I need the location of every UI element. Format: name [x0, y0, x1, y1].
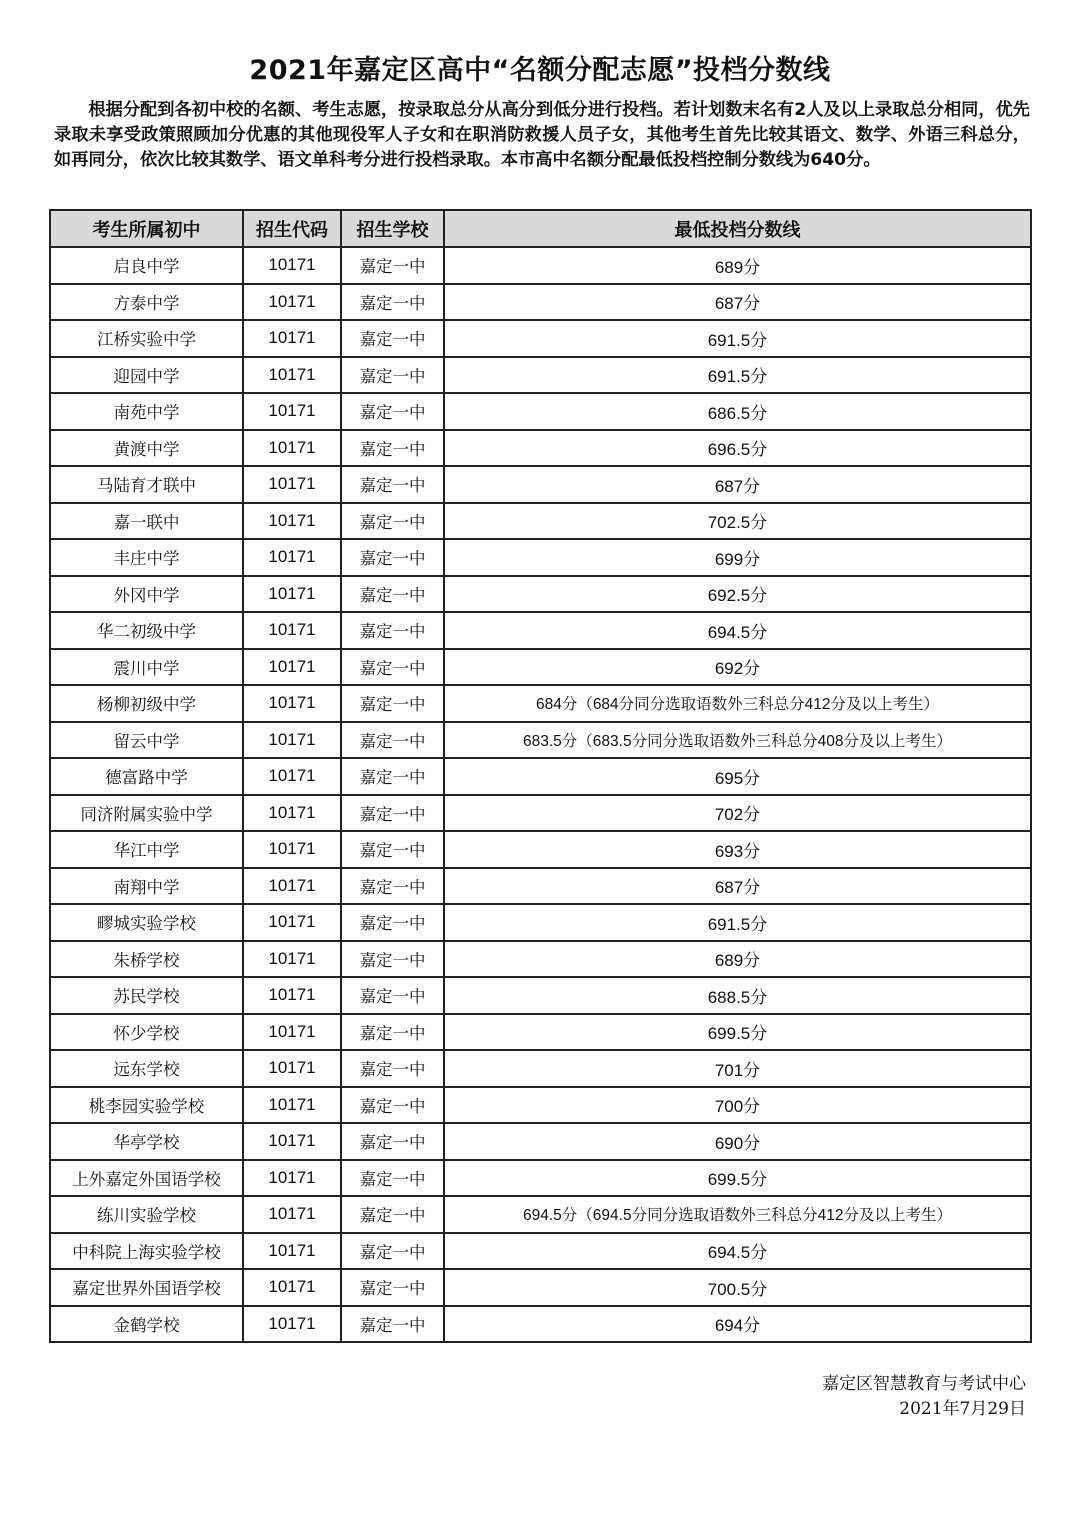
- table-row: [50, 1087, 1031, 1124]
- table-row: [50, 1233, 1031, 1270]
- cell-min-score: 699分: [444, 539, 1031, 576]
- cell-min-score: 699.5分: [444, 1160, 1031, 1197]
- cell-min-score: 684分（684分同分选取语数外三科总分412分及以上考生）: [444, 685, 1031, 722]
- cell-min-score: 694.5分: [444, 612, 1031, 649]
- cell-code: 10171: [243, 831, 341, 868]
- cell-min-score: 687分: [444, 466, 1031, 503]
- table-row: [50, 868, 1031, 905]
- table-row: [50, 320, 1031, 357]
- table-row: [50, 1269, 1031, 1306]
- header-school: 考生所属初中: [50, 210, 243, 247]
- cell-school: 桃李园实验学校: [50, 1087, 243, 1124]
- cell-code: 10171: [243, 685, 341, 722]
- table-row: [50, 977, 1031, 1014]
- table-row: [50, 1306, 1031, 1343]
- cell-school: 华亭学校: [50, 1123, 243, 1160]
- table-row: [50, 831, 1031, 868]
- header-code: 招生代码: [243, 210, 341, 247]
- cell-target-school: 嘉定一中: [341, 576, 444, 613]
- cell-code: 10171: [243, 1123, 341, 1160]
- cell-target-school: 嘉定一中: [341, 284, 444, 321]
- cell-school: 练川实验学校: [50, 1196, 243, 1233]
- cell-min-score: 690分: [444, 1123, 1031, 1160]
- cell-school: 震川中学: [50, 649, 243, 686]
- cell-school: 迎园中学: [50, 357, 243, 394]
- cell-target-school: 嘉定一中: [341, 357, 444, 394]
- cell-code: 10171: [243, 1196, 341, 1233]
- cell-school: 丰庄中学: [50, 539, 243, 576]
- cell-target-school: 嘉定一中: [341, 1306, 444, 1343]
- cell-code: 10171: [243, 357, 341, 394]
- cell-min-score: 691.5分: [444, 320, 1031, 357]
- cell-target-school: 嘉定一中: [341, 758, 444, 795]
- cell-target-school: 嘉定一中: [341, 685, 444, 722]
- cell-min-score: 702分: [444, 795, 1031, 832]
- footer-date: 2021年7月29日: [899, 1399, 1026, 1419]
- cell-target-school: 嘉定一中: [341, 1123, 444, 1160]
- cell-code: 10171: [243, 1269, 341, 1306]
- cell-code: 10171: [243, 320, 341, 357]
- table-row: [50, 758, 1031, 795]
- table-header-row: [50, 210, 1031, 247]
- cell-code: 10171: [243, 941, 341, 978]
- cell-school: 金鹤学校: [50, 1306, 243, 1343]
- table-row: [50, 1050, 1031, 1087]
- cell-school: 方泰中学: [50, 284, 243, 321]
- cell-target-school: 嘉定一中: [341, 1087, 444, 1124]
- cell-code: 10171: [243, 466, 341, 503]
- cell-target-school: 嘉定一中: [341, 831, 444, 868]
- cell-code: 10171: [243, 649, 341, 686]
- cell-min-score: 687分: [444, 868, 1031, 905]
- cell-target-school: 嘉定一中: [341, 1160, 444, 1197]
- cell-code: 10171: [243, 1160, 341, 1197]
- table-body: [50, 247, 1031, 1342]
- cell-code: 10171: [243, 1087, 341, 1124]
- cell-code: 10171: [243, 393, 341, 430]
- cell-target-school: 嘉定一中: [341, 1014, 444, 1051]
- cell-min-score: 693分: [444, 831, 1031, 868]
- cell-min-score: 686.5分: [444, 393, 1031, 430]
- cell-target-school: 嘉定一中: [341, 941, 444, 978]
- table-row: [50, 430, 1031, 467]
- cell-target-school: 嘉定一中: [341, 1196, 444, 1233]
- table-row: [50, 247, 1031, 284]
- cell-code: 10171: [243, 247, 341, 284]
- table-row: [50, 612, 1031, 649]
- table-row: [50, 393, 1031, 430]
- table-row: [50, 1196, 1031, 1233]
- cell-code: 10171: [243, 977, 341, 1014]
- cell-school: 远东学校: [50, 1050, 243, 1087]
- cell-min-score: 683.5分（683.5分同分选取语数外三科总分408分及以上考生）: [444, 722, 1031, 759]
- footer: [822, 1372, 1026, 1422]
- cell-target-school: 嘉定一中: [341, 466, 444, 503]
- cell-min-score: 699.5分: [444, 1014, 1031, 1051]
- header-min-score: 最低投档分数线: [444, 210, 1031, 247]
- cell-school: 黄渡中学: [50, 430, 243, 467]
- cell-target-school: 嘉定一中: [341, 795, 444, 832]
- cell-target-school: 嘉定一中: [341, 539, 444, 576]
- cell-school: 华江中学: [50, 831, 243, 868]
- cell-min-score: 694.5分（694.5分同分选取语数外三科总分412分及以上考生）: [444, 1196, 1031, 1233]
- cell-school: 嘉定世界外国语学校: [50, 1269, 243, 1306]
- cell-target-school: 嘉定一中: [341, 868, 444, 905]
- cell-code: 10171: [243, 576, 341, 613]
- cell-school: 南翔中学: [50, 868, 243, 905]
- cell-min-score: 691.5分: [444, 904, 1031, 941]
- page-title: 2021年嘉定区高中“名额分配志愿”投档分数线: [249, 55, 831, 86]
- footer-org: 嘉定区智慧教育与考试中心: [822, 1374, 1026, 1394]
- cell-code: 10171: [243, 539, 341, 576]
- cell-min-score: 700.5分: [444, 1269, 1031, 1306]
- cell-min-score: 687分: [444, 284, 1031, 321]
- cell-school: 苏民学校: [50, 977, 243, 1014]
- cell-min-score: 691.5分: [444, 357, 1031, 394]
- cell-code: 10171: [243, 904, 341, 941]
- table-row: [50, 1160, 1031, 1197]
- cell-code: 10171: [243, 1050, 341, 1087]
- cell-min-score: 700分: [444, 1087, 1031, 1124]
- cell-code: 10171: [243, 1014, 341, 1051]
- cell-code: 10171: [243, 722, 341, 759]
- table-row: [50, 1123, 1031, 1160]
- cell-school: 启良中学: [50, 247, 243, 284]
- table-row: [50, 539, 1031, 576]
- cell-min-score: 696.5分: [444, 430, 1031, 467]
- cell-school: 上外嘉定外国语学校: [50, 1160, 243, 1197]
- cell-school: 嘉一联中: [50, 503, 243, 540]
- cell-school: 外冈中学: [50, 576, 243, 613]
- cell-school: 南苑中学: [50, 393, 243, 430]
- cell-code: 10171: [243, 868, 341, 905]
- cell-target-school: 嘉定一中: [341, 430, 444, 467]
- cell-target-school: 嘉定一中: [341, 393, 444, 430]
- table-row: [50, 795, 1031, 832]
- cell-target-school: 嘉定一中: [341, 1269, 444, 1306]
- cell-min-score: 695分: [444, 758, 1031, 795]
- cell-school: 留云中学: [50, 722, 243, 759]
- header-target-school: 招生学校: [341, 210, 444, 247]
- cell-min-score: 689分: [444, 941, 1031, 978]
- table-row: [50, 284, 1031, 321]
- cell-school: 华二初级中学: [50, 612, 243, 649]
- table-row: [50, 904, 1031, 941]
- score-table: [49, 209, 1032, 1343]
- cell-target-school: 嘉定一中: [341, 904, 444, 941]
- cell-school: 杨柳初级中学: [50, 685, 243, 722]
- cell-min-score: 688.5分: [444, 977, 1031, 1014]
- cell-code: 10171: [243, 284, 341, 321]
- cell-school: 怀少学校: [50, 1014, 243, 1051]
- cell-school: 疁城实验学校: [50, 904, 243, 941]
- cell-code: 10171: [243, 1233, 341, 1270]
- cell-code: 10171: [243, 612, 341, 649]
- cell-target-school: 嘉定一中: [341, 247, 444, 284]
- cell-target-school: 嘉定一中: [341, 1233, 444, 1270]
- cell-school: 中科院上海实验学校: [50, 1233, 243, 1270]
- cell-code: 10171: [243, 503, 341, 540]
- cell-target-school: 嘉定一中: [341, 722, 444, 759]
- cell-code: 10171: [243, 758, 341, 795]
- table-row: [50, 357, 1031, 394]
- cell-school: 江桥实验中学: [50, 320, 243, 357]
- cell-min-score: 694.5分: [444, 1233, 1031, 1270]
- table-row: [50, 576, 1031, 613]
- cell-code: 10171: [243, 1306, 341, 1343]
- cell-code: 10171: [243, 430, 341, 467]
- cell-target-school: 嘉定一中: [341, 1050, 444, 1087]
- table-row: [50, 685, 1031, 722]
- cell-school: 朱桥学校: [50, 941, 243, 978]
- table-row: [50, 941, 1031, 978]
- table-row: [50, 649, 1031, 686]
- cell-target-school: 嘉定一中: [341, 503, 444, 540]
- cell-min-score: 701分: [444, 1050, 1031, 1087]
- cell-min-score: 692分: [444, 649, 1031, 686]
- cell-target-school: 嘉定一中: [341, 649, 444, 686]
- cell-school: 德富路中学: [50, 758, 243, 795]
- table-row: [50, 1014, 1031, 1051]
- cell-min-score: 692.5分: [444, 576, 1031, 613]
- table-row: [50, 503, 1031, 540]
- table-row: [50, 466, 1031, 503]
- cell-min-score: 694分: [444, 1306, 1031, 1343]
- table-row: [50, 722, 1031, 759]
- cell-min-score: 702.5分: [444, 503, 1031, 540]
- intro-paragraph: 根据分配到各初中校的名额、考生志愿，按录取总分从高分到低分进行投档。若计划数末名有2人及以上录取总分相同，优先录取未享受政策照顾加分优惠的其他现役军人子女和在职消防救援人员子女，其他考生首先比较其语文、数学、外语三科总分，如再同分，依次比较其数学、语文单科考分进行投档录取。本市高中名额分配最低投档控制分数线为640分。: [54, 100, 1030, 170]
- cell-min-score: 689分: [444, 247, 1031, 284]
- cell-school: 同济附属实验中学: [50, 795, 243, 832]
- cell-code: 10171: [243, 795, 341, 832]
- cell-target-school: 嘉定一中: [341, 977, 444, 1014]
- cell-target-school: 嘉定一中: [341, 320, 444, 357]
- cell-school: 马陆育才联中: [50, 466, 243, 503]
- cell-target-school: 嘉定一中: [341, 612, 444, 649]
